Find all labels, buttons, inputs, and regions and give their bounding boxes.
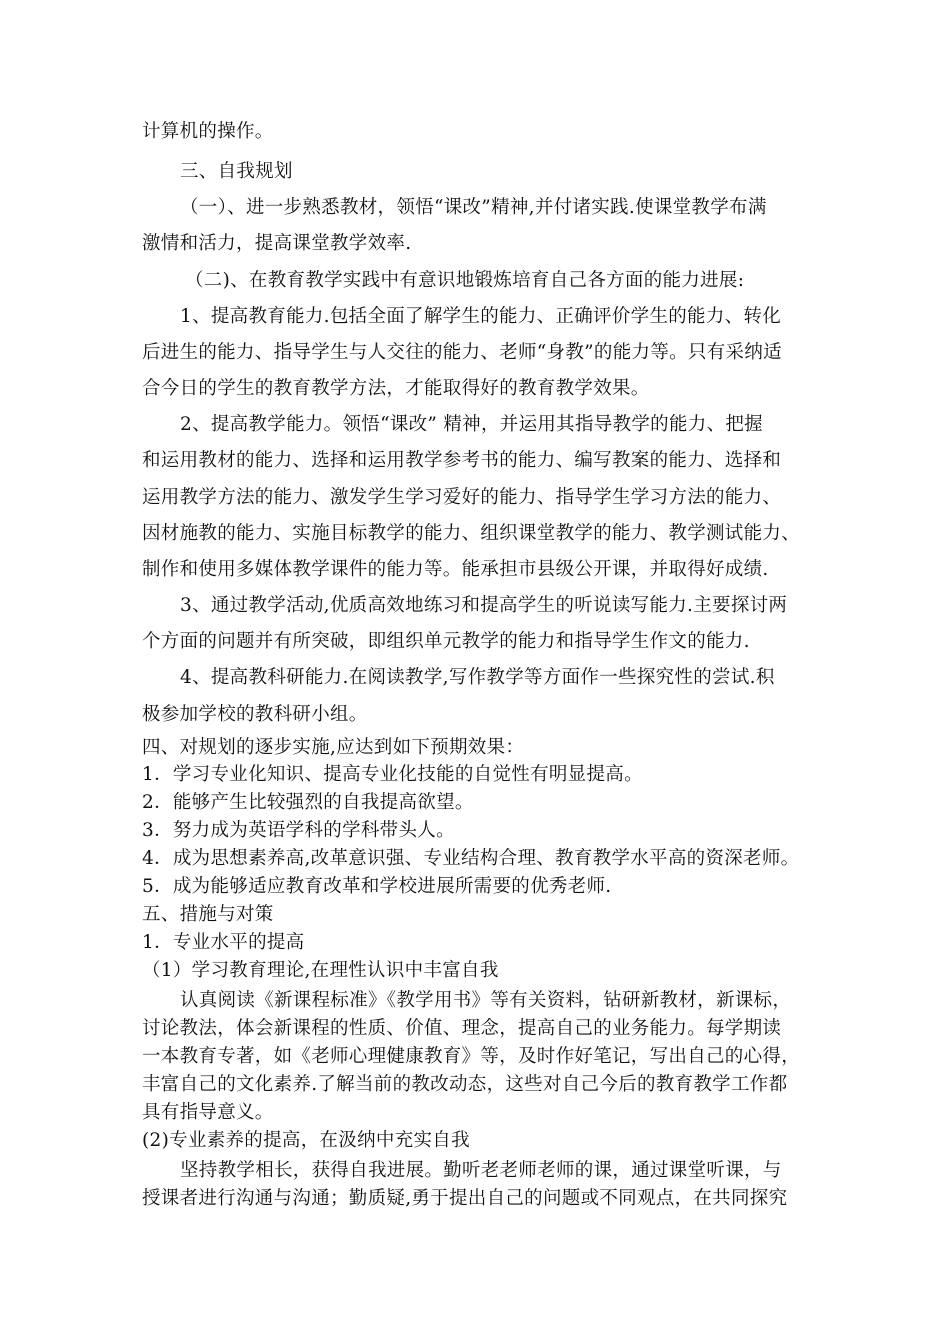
text-line: 合今日的学生的教育教学方法，才能取得好的教育教学效果。: [142, 378, 650, 399]
list-item: 5．成为能够适应教育改革和学校进展所需要的优秀老师.: [142, 876, 612, 897]
text-line: 极参加学校的教科研小组。: [142, 704, 368, 725]
text-line: 1、提高教育能力.包括全面了解学生的能力、正确评价学生的能力、转化: [180, 306, 782, 327]
section-heading: 三、自我规划: [180, 161, 293, 182]
text-line: 讨论教法，体会新课程的性质、价值、理念，提高自己的业务能力。每学期读: [142, 1018, 782, 1039]
text-line: 2、提高教学能力。领悟“课改” 精神，并运用其指导教学的能力、把握: [180, 414, 763, 435]
section-heading: 四、对规划的逐步实施,应达到如下预期效果：: [142, 737, 525, 758]
subsection-heading: (2)专业素养的提高，在汲纳中充实自我: [142, 1130, 470, 1151]
subsection-heading: 1．专业水平的提高: [142, 932, 305, 953]
text-line: 授课者进行沟通与沟通；勤质疑,勇于提出自己的问题或不同观点，在共同探究: [142, 1188, 788, 1209]
text-line: 和运用教材的能力、选择和运用教学参考书的能力、编写教案的能力、选择和: [142, 450, 782, 471]
text-line: 4、提高教科研能力.在阅读教学,写作教学等方面作一些探究性的尝试.积: [180, 667, 775, 688]
list-item: 4．成为思想素养高,改革意识强、专业结构合理、教育教学水平高的资深老师。: [142, 848, 800, 869]
text-line: 激情和活力，提高课堂教学效率.: [142, 233, 412, 254]
list-item: 3．努力成为英语学科的学科带头人。: [142, 820, 455, 841]
text-line: 认真阅读《新课程标准》《教学用书》等有关资料，钻研新教材，新课标，: [180, 990, 792, 1011]
text-line: 坚持教学相长，获得自我进展。勤听老老师老师的课，通过课堂听课，与: [180, 1160, 782, 1181]
text-line: 制作和使用多媒体教学课件的能力等。能承担市县级公开课，并取得好成绩.: [142, 559, 769, 580]
list-item: 2．能够产生比较强烈的自我提高欲望。: [142, 792, 474, 813]
list-item: 1．学习专业化知识、提高专业化技能的自觉性有明显提高。: [142, 764, 643, 785]
text-line: 运用教学方法的能力、激发学生学习爱好的能力、指导学生学习方法的能力、: [142, 487, 782, 508]
text-line: 因材施教的能力、实施目标教学的能力、组织课堂教学的能力、教学测试能力、: [142, 523, 801, 544]
section-heading: 五、措施与对策: [142, 904, 274, 925]
text-line: 计算机的操作。: [142, 121, 274, 142]
text-line: 丰富自己的文化素养.了解当前的教改动态，这些对自己今后的教育教学工作都: [142, 1074, 788, 1095]
text-line: （二)、在教育教学实践中有意识地锻炼培育自己各方面的能力进展:: [185, 270, 745, 291]
text-line: 后进生的能力、指导学生与人交往的能力、老师“身教”的能力等。只有采纳适: [142, 342, 782, 363]
text-line: 一本教育专著，如《老师心理健康教育》等，及时作好笔记，写出自己的心得，: [142, 1046, 801, 1067]
subsection-heading: （1）学习教育理论,在理性认识中丰富自我: [142, 960, 499, 981]
text-line: 具有指导意义。: [142, 1102, 274, 1123]
text-line: （一）、进一步熟悉教材，领悟“课改”精神,并付诸实践.使课堂教学布满: [180, 197, 767, 218]
text-line: 3、通过教学活动,优质高效地练习和提高学生的听说读写能力.主要探讨两: [180, 595, 788, 616]
text-line: 个方面的问题并有所突破，即组织单元教学的能力和指导学生作文的能力.: [142, 631, 750, 652]
